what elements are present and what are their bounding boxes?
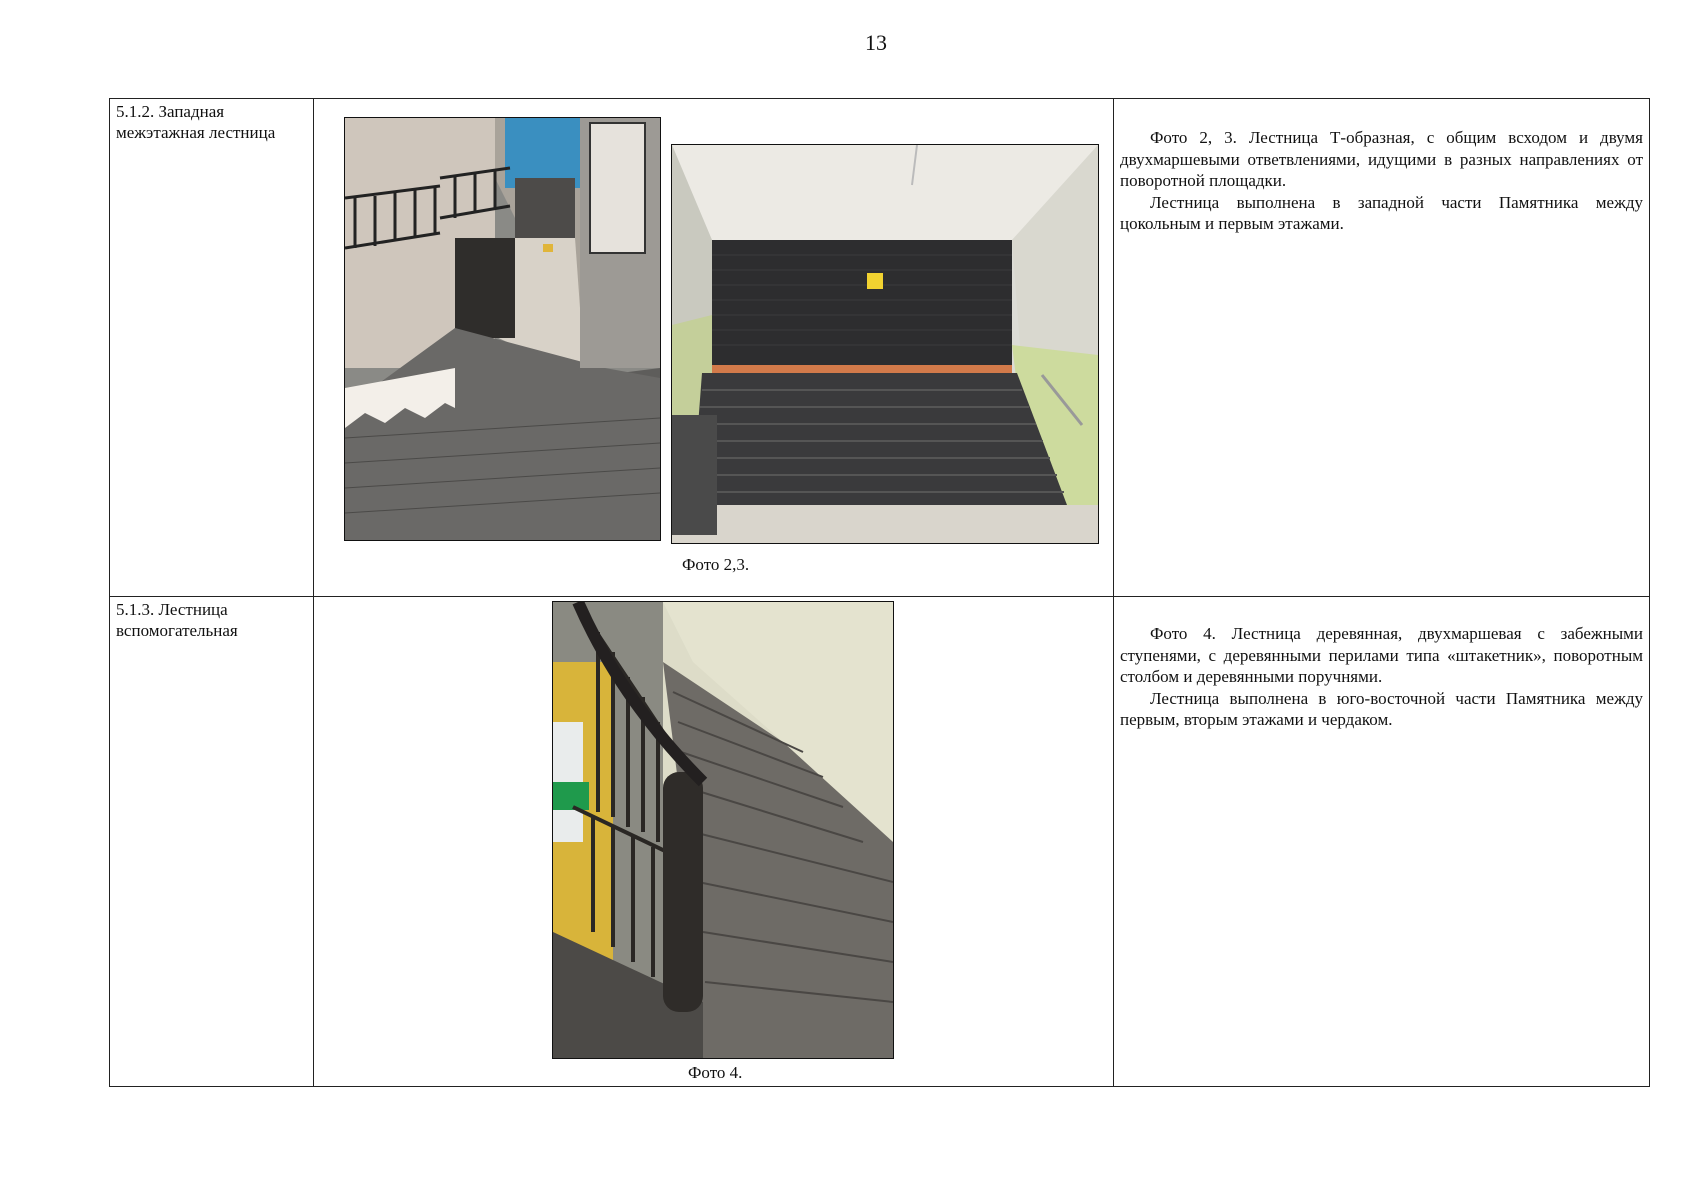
description-cell <box>1114 597 1650 1087</box>
description-text <box>1114 597 1649 731</box>
photo-caption: Фото 2,3. <box>682 555 750 574</box>
description-paragraph: Лестница выполнена в юго-восточной части Памятника между первым, вторым этажами и чердаком. <box>1120 688 1643 729</box>
description-table <box>109 98 1650 1087</box>
section-label: 5.1.2. Западная межэтажная лестница <box>116 102 276 142</box>
photo-cell <box>314 99 1114 597</box>
description-text <box>1114 99 1649 235</box>
photo-caption: Фото 4. <box>688 1063 743 1082</box>
label-cell <box>110 597 314 1087</box>
section-label: 5.1.3. Лестница вспомогательная <box>116 600 238 640</box>
photo-4 <box>552 601 894 1059</box>
description-paragraph: Фото 2, 3. Лестница Т-образная, с общим всходом и двумя двухмаршевыми ответвлениями, идущими в разных направлениях от поворотной площадки. <box>1120 128 1643 190</box>
label-cell <box>110 99 314 597</box>
description-paragraph: Фото 4. Лестница деревянная, двухмаршевая с забежными ступенями, с деревянными перилами типа «штакетник», поворотным столбом и деревянными поручнями. <box>1120 624 1643 686</box>
photo-3 <box>671 144 1099 544</box>
table-row <box>110 99 1650 597</box>
table-row <box>110 597 1650 1087</box>
description-paragraph: Лестница выполнена в западной части Памятника между цокольным и первым этажами. <box>1120 192 1643 233</box>
page-number: 13 <box>865 30 887 55</box>
photo-2 <box>344 117 661 541</box>
photo-cell <box>314 597 1114 1087</box>
description-cell <box>1114 99 1650 597</box>
